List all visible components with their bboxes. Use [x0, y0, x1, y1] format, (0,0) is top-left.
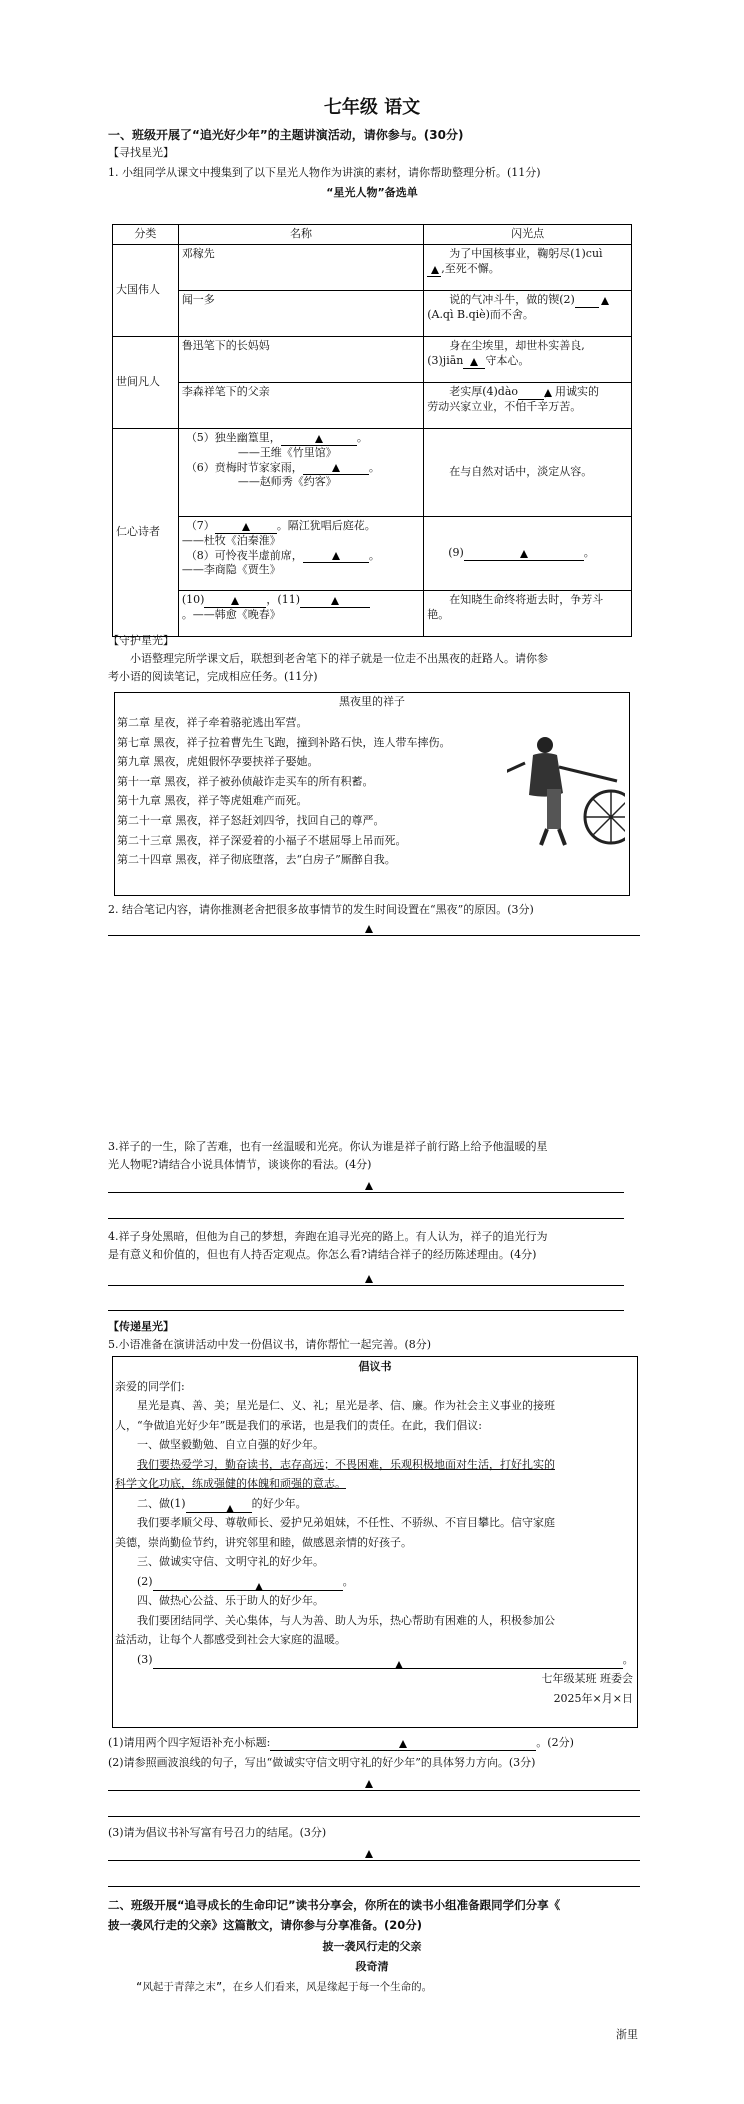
proposal-item: 的好少年。 [251, 1496, 307, 1510]
highlight-text: (A.qì B.qiè)而不舍。 [427, 307, 534, 321]
poem-source: ——杜牧《泊秦淮》 [181, 533, 281, 547]
blank-marker-icon [332, 552, 340, 560]
answer-blank-1[interactable] [427, 264, 441, 277]
rickshaw-puller-illustration [507, 733, 625, 851]
reading-note-box [114, 692, 630, 896]
person-name: 闻一多 [178, 290, 423, 336]
highlight-text: 身在尘埃里，却世朴实善良, [449, 338, 585, 352]
highlight-text: 说的气冲斗牛，做的锲(2) [449, 292, 575, 306]
poem-line: 。隔江犹唱后庭花。 [276, 518, 376, 532]
highlight-text: ，用诚实的 [544, 384, 600, 398]
blank-marker-icon [395, 1661, 403, 1669]
punctuation: 。 [356, 430, 368, 444]
blank-marker-icon [331, 597, 339, 605]
answer-blank-8[interactable] [303, 550, 369, 563]
essay-title: 披一袭风行走的父亲 [322, 1940, 422, 1953]
poem-line: (10) [181, 592, 205, 606]
answer-blank-6[interactable] [303, 462, 369, 475]
blank-marker-icon [431, 266, 439, 274]
table-header-name: 名称 [178, 225, 423, 245]
highlight-text: 在知晓生命终将逝去时，争芳斗 [449, 592, 604, 606]
note-line: 第二十四章 黑夜，祥子彻底堕落，去“白房子”厮醉自我。 [117, 853, 396, 867]
answer-blank-proposal-2[interactable] [153, 1578, 343, 1591]
highlight-cell [424, 244, 632, 290]
highlight-text: 守本心。 [485, 353, 530, 367]
proposal-signature: 七年级某班 班委会 [541, 1672, 633, 1685]
answer-marker [361, 1848, 377, 1863]
answer-marker [361, 1778, 377, 1793]
proposal-item: 四、做热心公益、乐于助人的好少年。 [137, 1594, 324, 1607]
category-great: 大国伟人 [113, 244, 179, 336]
answer-line[interactable] [108, 1310, 624, 1311]
answer-blank-proposal-1[interactable] [186, 1500, 252, 1513]
proposal-item: 三、做诚实守信、文明守礼的好少年。 [137, 1555, 324, 1568]
table-title: “星光人物”备选单 [326, 186, 418, 199]
question-5-3: (3)请为倡议书补写富有号召力的结尾。(3分) [108, 1826, 327, 1839]
poem-cell [178, 516, 423, 590]
person-name: 李森祥笔下的父亲 [178, 382, 423, 428]
table-header-category: 分类 [113, 225, 179, 245]
section-find-star: 【寻找星光】 [108, 146, 174, 159]
punctuation: 。 [583, 545, 595, 559]
blank-marker-icon [365, 925, 373, 933]
poem-source: ——王维《竹里馆》 [237, 445, 337, 459]
answer-marker [361, 1180, 377, 1195]
section-pass-star: 【传递星光】 [108, 1320, 174, 1333]
answer-marker [361, 923, 377, 938]
proposal-paragraph: 星光是真、善、美；星光是仁、义、礼；星光是孝、信、廉。作为社会主义事业的接班 [137, 1399, 555, 1412]
proposal-paragraph: 美德，崇尚勤俭节约，讲究邻里和睦，做感恩亲情的好孩子。 [115, 1535, 412, 1549]
blank-marker-icon [470, 358, 478, 366]
question-2: 2. 结合笔记内容，请你推测老舍把很多故事情节的发生时间设置在“黑夜”的原因。(3分) [108, 903, 534, 916]
proposal-item: 一、做坚毅勤勉、自立自强的好少年。 [137, 1438, 324, 1451]
essay-author: 段奇清 [355, 1960, 389, 1973]
proposal-item: 二、做(1) [137, 1496, 186, 1510]
answer-line[interactable] [108, 1816, 640, 1817]
poem-line: ，(11) [266, 592, 300, 606]
question-5-1: (1)请用两个四字短语补充小标题: [108, 1736, 271, 1749]
proposal-paragraph: 我们要团结同学、关心集体，与人为善、助人为乐，热心帮助有困难的人，积极参加公 [137, 1613, 555, 1627]
note-line: 第二十一章 黑夜，祥子怒赶刘四爷，找回自己的尊严。 [117, 813, 385, 827]
highlight-text: 艳。 [427, 607, 450, 621]
answer-blank-2[interactable] [575, 295, 599, 308]
highlight-cell [424, 516, 632, 590]
question-1: 1. 小组同学从课文中搜集到了以下星光人物作为讲演的素材，请你帮助整理分析。(11分) [108, 166, 541, 179]
question-3: 光人物呢?请结合小说具体情节，谈谈你的看法。(4分) [108, 1158, 372, 1171]
punctuation: 。 [622, 1652, 634, 1666]
answer-line[interactable] [108, 1886, 640, 1887]
wavy-underlined-sentence: 科学文化功底，练成强健的体魄和顽强的意志。 [115, 1477, 346, 1490]
answer-blank-11[interactable] [300, 595, 370, 608]
note-line: 第九章 黑夜，虎姐假怀孕要挟祥子娶她。 [117, 755, 319, 769]
proposal-date: 2025年×月×日 [553, 1691, 633, 1705]
highlight-text: 在与自然对话中，淡定从容。 [424, 428, 632, 516]
proposal-paragraph: 益活动，让每个人都感受到社会大家庭的温暖。 [115, 1633, 346, 1646]
proposal-title: 倡议书 [358, 1360, 392, 1373]
question-4: 是有意义和价值的，但也有人持否定观点。你怎么看?请结合祥子的经历陈述理由。(4分) [108, 1248, 537, 1261]
answer-blank-5-1[interactable] [270, 1738, 536, 1751]
proposal-item: (3) [137, 1652, 153, 1666]
category-poet: 仁心诗者 [113, 428, 179, 636]
highlight-text: 老实厚(4)dào [449, 384, 519, 398]
footer-mark: 浙里 [616, 2028, 638, 2041]
blank-marker-icon [365, 1182, 373, 1190]
answer-blank-7[interactable] [215, 521, 277, 534]
highlight-cell [424, 290, 632, 336]
question-4: 4.祥子身处黑暗，但他为自己的梦想，奔跑在追寻光亮的路上。有人认为，祥子的追光行为 [108, 1230, 548, 1243]
blank-marker-icon [520, 550, 528, 558]
blank-marker-icon [255, 1583, 263, 1591]
poem-line: （8）可怜夜半虚前席， [185, 548, 303, 562]
highlight-text: ,至死不懈。 [441, 261, 500, 275]
poem-source: 。——韩愈《晚春》 [181, 607, 281, 621]
answer-line[interactable] [108, 1218, 624, 1219]
intro-text: 考小语的阅读笔记，完成相应任务。(11分) [108, 670, 318, 683]
part2-heading: 二、班级开展“追寻成长的生命印记”读书分享会，你所在的读书小组准备跟同学们分享《 [108, 1898, 561, 1912]
answer-blank-proposal-3[interactable] [153, 1656, 623, 1669]
highlight-cell [424, 382, 632, 428]
answer-marker [361, 1273, 377, 1288]
intro-text: 小语整理完所学课文后，联想到老舍笔下的祥子就是一位走不出黑夜的赶路人。请你参 [130, 652, 548, 665]
essay-first-line: “风起于青萍之末”，在乡人们看来，风是缘起于每一个生命的。 [136, 1981, 433, 1993]
blank-marker-icon [226, 1505, 234, 1513]
question-5-2: (2)请参照画波浪线的句子，写出“做诚实守信文明守礼的好少年”的具体努力方向。(3分) [108, 1756, 536, 1769]
person-name: 鲁迅笔下的长妈妈 [178, 336, 423, 382]
proposal-paragraph: 人，“争做追光好少年”既是我们的承诺，也是我们的责任。在此，我们倡议: [115, 1418, 482, 1432]
question-5: 5.小语准备在演讲活动中发一份倡议书，请你帮忙一起完善。(8分) [108, 1338, 432, 1351]
blank-marker-icon [332, 464, 340, 472]
answer-blank-5[interactable] [281, 433, 357, 446]
note-line: 第七章 黑夜，祥子拉着曹先生飞跑，撞到补路石快，连人带车摔伤。 [117, 735, 451, 749]
question-5-1: 。(2分) [536, 1736, 574, 1749]
note-line: 第十九章 黑夜，祥子等虎姐难产而死。 [117, 794, 308, 808]
poem-line: (9) [448, 545, 464, 559]
note-line: 第二章 星夜，祥子牵着骆驼逃出军营。 [117, 716, 308, 729]
blank-marker-icon [231, 597, 239, 605]
blank-marker-icon [365, 1780, 373, 1788]
page-title: 七年级 语文 [323, 97, 421, 118]
poem-cell [178, 590, 423, 636]
answer-blank-3[interactable] [463, 356, 485, 369]
note-line: 第二十三章 黑夜，祥子深爱着的小福子不堪屈辱上吊而死。 [117, 833, 407, 847]
person-name: 邓稼先 [178, 244, 423, 290]
poem-source: ——李商隐《贾生》 [181, 563, 281, 577]
highlight-cell [424, 590, 632, 636]
blank-marker-icon [365, 1850, 373, 1858]
poem-line: （7） [185, 518, 215, 532]
answer-blank-4[interactable] [518, 387, 544, 400]
punctuation: 。 [368, 460, 380, 474]
star-people-table [112, 224, 632, 637]
blank-marker-icon [601, 297, 609, 305]
proposal-greeting: 亲爱的同学们: [115, 1379, 185, 1393]
section-guard-star: 【守护星光】 [108, 634, 174, 647]
punctuation: 。 [342, 1574, 354, 1588]
table-header-highlight: 闪光点 [424, 225, 632, 245]
proposal-box [112, 1356, 638, 1728]
question-3: 3.祥子的一生，除了苦难，也有一丝温暖和光亮。你认为谁是祥子前行路上给予他温暖的星 [108, 1140, 548, 1153]
blank-marker-icon [399, 1740, 407, 1748]
part2-heading: 披一袭风行走的父亲》这篇散文，请你参与分享准备。(20分) [108, 1918, 423, 1932]
note-line: 第十一章 黑夜，祥子被孙侦敲诈走买车的所有积蓄。 [117, 774, 374, 788]
blank-marker-icon [242, 523, 250, 531]
proposal-item: (2) [137, 1574, 153, 1588]
blank-marker-icon [315, 435, 323, 443]
answer-blank-10[interactable] [204, 595, 266, 608]
proposal-paragraph: 我们要孝顺父母、尊敬师长、爱护兄弟姐妹，不任性、不骄纵、不盲目攀比。信守家庭 [137, 1516, 555, 1529]
highlight-text: 为了中国核事业，鞠躬尽(1)cuì [449, 246, 603, 260]
answer-blank-9[interactable] [464, 548, 584, 561]
highlight-text: 劳动兴家立业，不怕千辛万苦。 [427, 399, 582, 413]
poem-line: （5）独坐幽篁里， [185, 430, 281, 444]
poem-line: （6）贲梅时节家家雨， [185, 460, 303, 474]
poem-source: ——赵师秀《约客》 [237, 475, 337, 489]
poem-cell [178, 428, 423, 516]
wavy-underlined-sentence: 我们要热爱学习，勤奋读书，志存高远；不畏困难，乐观积极地面对生活，打好扎实的 [137, 1457, 555, 1471]
note-title: 黑夜里的祥子 [339, 695, 405, 708]
blank-marker-icon [365, 1275, 373, 1283]
category-ordinary: 世间凡人 [113, 336, 179, 428]
highlight-cell [424, 336, 632, 382]
highlight-text: (3)jiān [427, 353, 464, 367]
punctuation: 。 [368, 548, 380, 562]
part1-heading: 一、班级开展了“追光好少年”的主题讲演活动，请你参与。(30分) [108, 128, 464, 142]
